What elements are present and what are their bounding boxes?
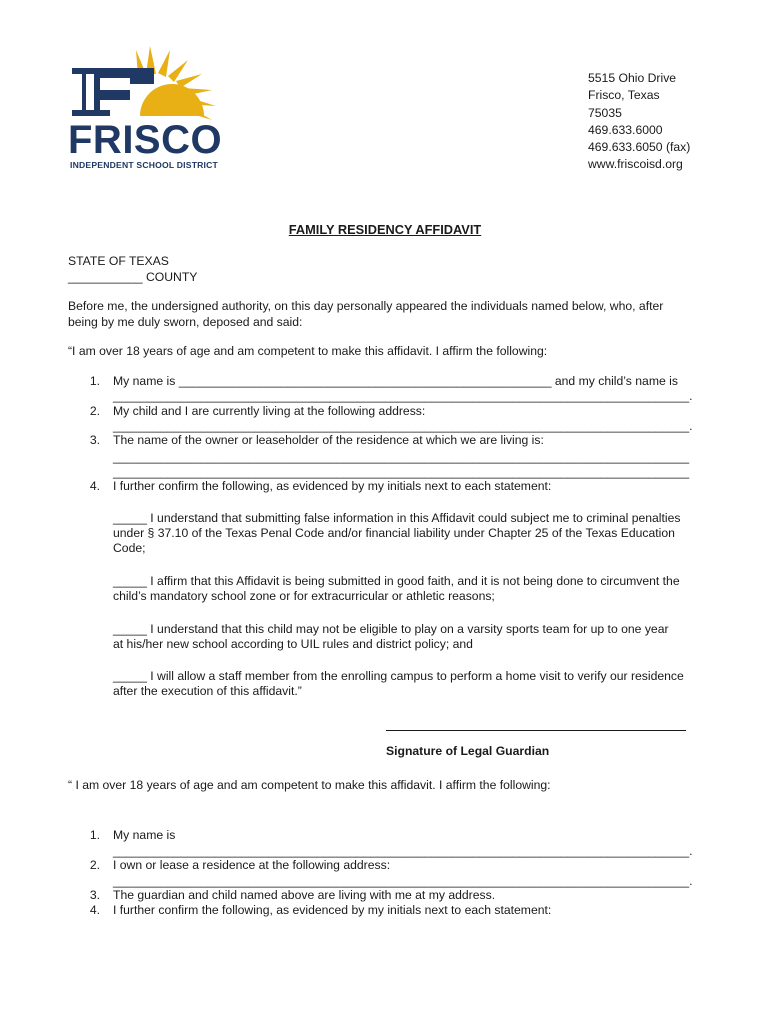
list1-item1-text: My name is _______________________________________________________ and my child’s name is	[113, 374, 678, 388]
address-zip: 75035	[588, 105, 622, 120]
list1-item2-text: My child and I are currently living at the following address:	[113, 404, 426, 418]
list1-item3-number: 3.	[89, 433, 100, 447]
list2-item2-number: 2.	[89, 858, 100, 872]
list1-item1-number: 1.	[89, 374, 100, 388]
sun-f-logo-icon	[70, 44, 220, 128]
list1-item3-blank-1: _____________________________________________________________________________________	[113, 450, 690, 464]
statement-1-line-1: _____ I understand that submitting false information in this Affidavit could subject me to criminal penalties	[113, 511, 681, 525]
document-title: FAMILY RESIDENCY AFFIDAVIT	[288, 222, 482, 237]
affirmation-2: “ I am over 18 years of age and am competent to make this affidavit. I affirm the following:	[68, 778, 551, 792]
list1-item3-text: The name of the owner or leaseholder of the residence at which we are living is:	[113, 433, 544, 447]
signature-line[interactable]	[386, 730, 686, 731]
logo-wordmark: FRISCO	[68, 118, 223, 162]
address-city-state: Frisco, Texas	[588, 88, 660, 103]
list2-item3-text: The guardian and child named above are living with me at my address.	[113, 888, 496, 902]
list1-item1-blank: _____________________________________________________________________________________.	[113, 389, 693, 403]
county-line: ___________ COUNTY	[68, 270, 198, 284]
list2-item1-blank: _____________________________________________________________________________________.	[113, 844, 693, 858]
statement-3-line-1: _____ I understand that this child may not be eligible to play on a varsity sports team for up to one year	[113, 622, 669, 636]
statement-4-line-2: after the execution of this affidavit.”	[113, 684, 302, 698]
intro-line-2: being by me duly sworn, deposed and said:	[68, 315, 303, 329]
list2-item2-blank: _____________________________________________________________________________________.	[113, 874, 693, 888]
list2-item1-text: My name is	[113, 828, 176, 842]
list2-item2-text: I own or lease a residence at the following address:	[113, 858, 391, 872]
statement-2-line-1: _____ I affirm that this Affidavit is being submitted in good faith, and it is not being done to circumvent the	[113, 574, 680, 588]
list2-item4-text: I further confirm the following, as evidenced by my initials next to each statement:	[113, 903, 552, 917]
signature-label: Signature of Legal Guardian	[386, 744, 550, 758]
statement-1-line-3: Code;	[113, 541, 146, 555]
address-fax: 469.633.6050 (fax)	[588, 140, 691, 155]
state-line: STATE OF TEXAS	[68, 254, 169, 268]
address-phone: 469.633.6000	[588, 122, 663, 137]
address-street: 5515 Ohio Drive	[588, 71, 677, 85]
list2-item3-number: 3.	[89, 888, 100, 902]
district-address-block	[588, 70, 690, 174]
list1-item2-number: 2.	[89, 404, 100, 418]
list2-item4-number: 4.	[89, 903, 100, 917]
intro-line-1: Before me, the undersigned authority, on this day personally appeared the individuals named below, who, after	[68, 299, 664, 313]
list1-item4-number: 4.	[89, 479, 100, 493]
list1-item4-text: I further confirm the following, as evidenced by my initials next to each statement:	[113, 479, 552, 493]
statement-1-line-2: under § 37.10 of the Texas Penal Code and/or financial liability under Chapter 25 of the Texas Education	[113, 526, 675, 540]
list2-item1-number: 1.	[89, 828, 100, 842]
address-website: www.friscoisd.org	[588, 157, 683, 172]
statement-2-line-2: child’s mandatory school zone or for extracurricular or athletic reasons;	[113, 589, 495, 603]
statement-3-line-2: at his/her new school according to UIL rules and district policy; and	[113, 637, 473, 651]
statement-4-line-1: _____ I will allow a staff member from the enrolling campus to perform a home visit to verify our residence	[113, 669, 684, 683]
affirmation-1: “I am over 18 years of age and am competent to make this affidavit. I affirm the following:	[68, 344, 548, 358]
list1-item2-blank: _____________________________________________________________________________________.	[113, 419, 693, 433]
logo-subtitle: INDEPENDENT SCHOOL DISTRICT	[70, 160, 219, 170]
list1-item3-blank-2: _____________________________________________________________________________________	[113, 465, 690, 479]
